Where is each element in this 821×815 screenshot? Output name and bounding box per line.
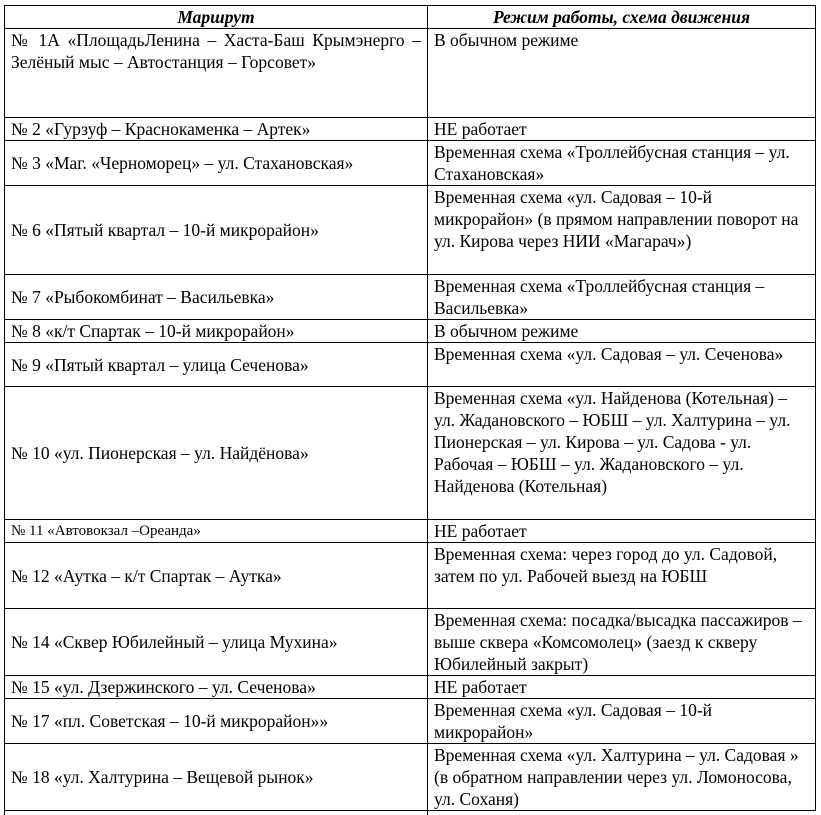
route-cell: № 10 «ул. Пионерская – ул. Найдёнова» [5,387,428,520]
route-cell: № 17 «пл. Советская – 10-й микрорайон»» [5,699,428,744]
table-row [5,387,816,520]
mode-cell: НЕ работает [428,520,816,543]
route-cell: № 6 «Пятый квартал – 10-й микрорайон» [5,186,428,275]
mode-cell: Временная схема «ул. Найденова (Котельная) – ул. Жадановского – ЮБШ – ул. Халтурина – ул. Пионерская – ул. Кирова – ул. Садова - ул. Рабочая – ЮБШ – ул. Жадановского – ул. Найденова (Котельная) [428,387,816,520]
mode-cell: Временная схема «Троллейбусная станция – ул. Стахановская» [428,141,816,186]
table-row [5,609,816,676]
mode-cell: Временная схема «Троллейбусная станция – Васильевка» [428,275,816,320]
table-row [5,543,816,609]
route-cell: № 18 «ул. Халтурина – Вещевой рынок» [5,744,428,811]
header-mode: Режим работы, схема движения [428,6,816,29]
table-row [5,29,816,118]
routes-table [4,5,816,811]
mode-cell: Временная схема: посадка/высадка пассажиров – выше сквера «Комсомолец» (заезд к скверу Юбилейный закрыт) [428,609,816,676]
route-cell: № 1А «ПлощадьЛенина – Хаста-Баш Крымэнерго – Зелёный мыс – Автостанция – Горсовет» [5,29,428,118]
table-row [5,520,816,543]
route-cell: № 9 «Пятый квартал – улица Сеченова» [5,343,428,387]
mode-cell: Временная схема: через город до ул. Садовой, затем по ул. Рабочей выезд на ЮБШ [428,543,816,609]
table-row [5,118,816,141]
mode-cell: Временная схема «ул. Садовая – ул. Сеченова» [428,343,816,387]
route-cell: № 7 «Рыбокомбинат – Васильевка» [5,275,428,320]
mode-cell: НЕ работает [428,676,816,699]
mode-cell: В обычном режиме [428,29,816,118]
mode-cell: Временная схема «ул. Садовая – 10-й микрорайон» (в прямом направлении поворот на ул. Кирова через НИИ «Магарач») [428,186,816,275]
mode-cell: НЕ работает [428,118,816,141]
route-cell: № 3 «Маг. «Черноморец» – ул. Стахановская» [5,141,428,186]
table-row [5,320,816,343]
table-row [5,676,816,699]
route-cell: № 15 «ул. Дзержинского – ул. Сеченова» [5,676,428,699]
mode-cell: Временная схема «ул. Халтурина – ул. Садовая » (в обратном направлении через ул. Ломоносова, ул. Соханя) [428,744,816,811]
route-cell: № 12 «Аутка – к/т Спартак – Аутка» [5,543,428,609]
table-row [5,275,816,320]
table-row [5,186,816,275]
mode-cell: В обычном режиме [428,320,816,343]
route-cell: № 2 «Гурзуф – Краснокаменка – Артек» [5,118,428,141]
table-row [5,699,816,744]
table-row [5,141,816,186]
route-cell: № 8 «к/т Спартак – 10-й микрорайон» [5,320,428,343]
route-cell: № 14 «Сквер Юбилейный – улица Мухина» [5,609,428,676]
route-cell: № 11 «Автовокзал –Ореанда» [5,520,428,543]
next-row-border [4,810,815,815]
header-row [5,6,816,29]
header-route: Маршрут [5,6,428,29]
table-row [5,343,816,387]
table-row [5,744,816,811]
mode-cell: Временная схема «ул. Садовая – 10-й микрорайон» [428,699,816,744]
